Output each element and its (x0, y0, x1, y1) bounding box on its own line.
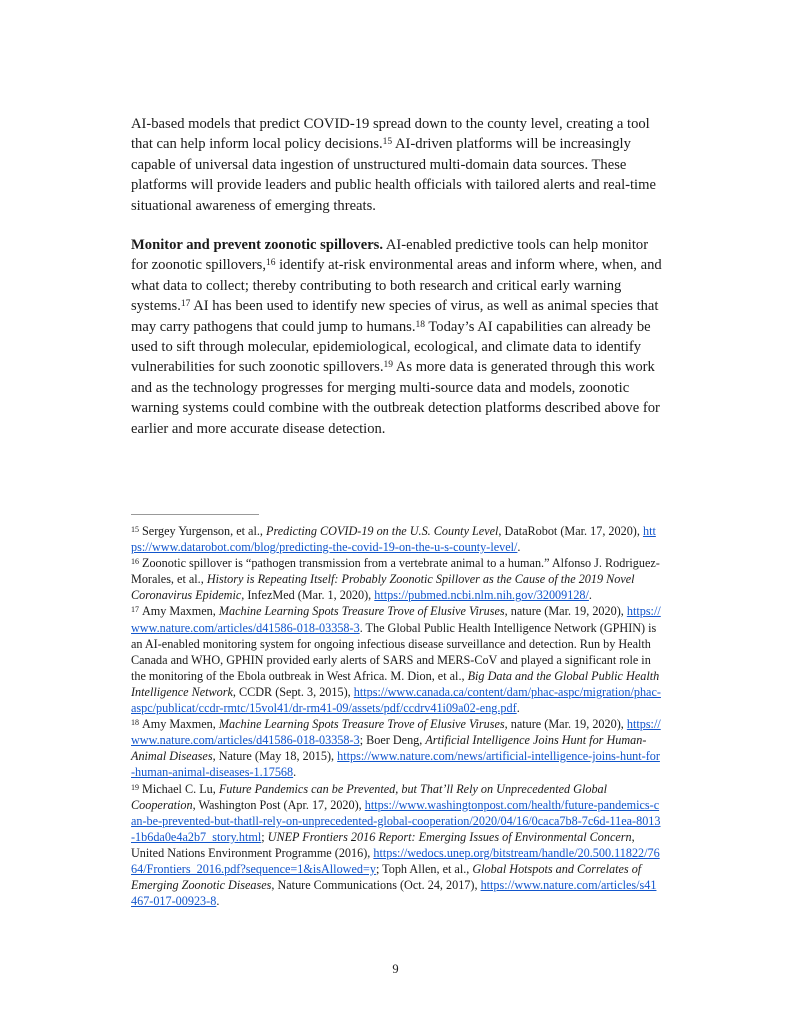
footnote-text: ; Boer Deng, (359, 733, 426, 748)
footnotes (131, 523, 661, 909)
footnote-text: , nature (Mar. 19, 2020), (504, 717, 627, 732)
cited-title: UNEP Frontiers 2016 Report: Emerging Issues of Environmental Concern (267, 829, 632, 844)
footnote-text: Michael C. Lu, (142, 781, 219, 796)
footnote-text: . (216, 894, 220, 909)
footnote-text: , CCDR (Sept. 3, 2015), (232, 684, 354, 699)
citation-link[interactable]: https://www.nature.com/news/artificial-intelligence-joins-hunt-for-human-animal-diseases-1.17568 (131, 749, 660, 780)
footnote-text: . The Global Public Health Intelligence Network (GPHIN) is an AI-enabled monitoring system for ongoing infectious disease surveillance and detection. Run by Health Canada and WHO, GPHIN provided early alerts of SARS and MERS-CoV and played a significant role in the monitoring of the Ebola outbreak in West Africa. M. Dion, et al., (131, 620, 657, 683)
footnote-number: 16 (131, 557, 139, 567)
footnote-number: 18 (131, 718, 139, 728)
cited-title: Big Data and the Global Public Health Intelligence Network (131, 668, 660, 699)
footnote-ref-17[interactable]: 17 (180, 299, 191, 310)
paragraph-text: AI-enabled predictive tools can help monitor for zoonotic spillovers, (131, 237, 649, 274)
footnote-text: ; (261, 829, 268, 844)
footnote-text: ; Toph Allen, et al., (375, 861, 473, 876)
footnote-text: . (293, 765, 297, 780)
footnote-text: , Washington Post (Apr. 17, 2020), (192, 797, 365, 812)
paragraph-text: identify at-risk environmental areas and inform where, when, and what data to collect; thereby contributing to both research and critical early warning systems. (131, 257, 662, 315)
citation-link[interactable]: https://pubmed.ncbi.nlm.nih.gov/32009128/ (374, 588, 589, 603)
body-paragraph-1 (131, 114, 666, 216)
footnote-text: Zoonotic spillover is “pathogen transmission from a vertebrate animal to a human.” Alfonso J. Rodriguez-Morales, et al., (131, 556, 660, 587)
cited-title: Machine Learning Spots Treasure Trove of Elusive Viruses (218, 604, 505, 619)
footnote-text: Amy Maxmen, (142, 717, 219, 732)
citation-link[interactable]: https://www.canada.ca/content/dam/phac-aspc/migration/phac-aspc/publicat/ccdr-rmtc/15vol41/dr-rm41-09/assets/pdf/ccdrv41i09a02-eng.pdf (131, 684, 661, 716)
cited-title: Future Pandemics can be Prevented, but That’ll Rely on Unprecedented Global Cooperation (131, 781, 608, 812)
footnote-16 (131, 555, 661, 603)
paragraph-text: As more data is generated through this work and as the technology progresses for merging multi-source data and models, zoonotic warning systems could combine with the outbreak detection platforms described above for earlier and more accurate disease detection. (131, 359, 660, 437)
cited-title: Artificial Intelligence Joins Hunt for Human-Animal Diseases (131, 733, 647, 764)
paragraph-text: AI-driven platforms will be increasingly capable of universal data ingestion of unstructured multi-domain data sources. These platforms will provide leaders and public health officials with tailored alerts and real-time situational awareness of emerging threats. (131, 136, 656, 214)
citation-link[interactable]: https://www.nature.com/articles/s41467-017-00923-8 (131, 878, 657, 909)
page-number: 9 (392, 962, 399, 976)
footnote-text: . (517, 540, 521, 555)
footnote-text: Sergey Yurgenson, et al., (142, 524, 266, 538)
footnote-text: , nature (Mar. 19, 2020), (504, 604, 627, 619)
footnote-number: 17 (131, 605, 139, 615)
footnote-19 (131, 781, 661, 910)
footnote-18 (131, 716, 661, 780)
footnote-text: , InfezMed (Mar. 1, 2020), (241, 588, 375, 603)
cited-title: Global Hotspots and Correlates of Emerging Zoonotic Diseases (131, 861, 642, 893)
paragraph-text: Today’s AI capabilities can already be used to sift through molecular, epidemiological, ecological, and climate data to identify vulnerabilities for such zoonotic spillovers. (131, 318, 651, 376)
footnote-text: . (516, 701, 520, 716)
citation-link[interactable]: https://www.washingtonpost.com/health/future-pandemics-can-be-prevented-but-thatll-rely-on-unprecedented-global-cooperation/2020/04/16/0caca7b8-7c6d-11ea-8013-1b6da0e4a2b7_story.html (131, 797, 661, 844)
footnote-divider (131, 514, 259, 515)
footnote-number: 19 (131, 782, 139, 792)
footnote-17 (131, 603, 661, 716)
citation-link[interactable]: https://www.nature.com/articles/d41586-018-03358-3 (131, 604, 661, 635)
cited-title: History is Repeating Itself: Probably Zoonotic Spillover as the Cause of the 2019 Novel Coronavirus Epidemic (131, 572, 635, 603)
section-heading: Monitor and prevent zoonotic spillovers. (131, 237, 384, 253)
footnote-ref-18[interactable]: 18 (415, 319, 426, 330)
footnote-text: Amy Maxmen, (142, 604, 219, 619)
cited-title: Machine Learning Spots Treasure Trove of Elusive Viruses (218, 717, 505, 732)
body-paragraph-2 (131, 235, 666, 439)
citation-link[interactable]: https://www.nature.com/articles/d41586-018-03358-3 (131, 717, 661, 748)
citation-link[interactable]: https://wedocs.unep.org/bitstream/handle/20.500.11822/7664/Frontiers_2016.pdf?sequence=1&isAllowed=y (131, 845, 660, 876)
paragraph-text: AI has been used to identify new species of virus, as well as animal species that may carry pathogens that could jump to humans. (131, 298, 659, 335)
footnote-text: , United Nations Environment Programme (2016), (131, 829, 635, 860)
footnote-text: , Nature Communications (Oct. 24, 2017), (271, 878, 481, 893)
paragraph-text: AI-based models that predict COVID-19 spread down to the county level, creating a tool that can help inform local policy decisions. (131, 116, 650, 153)
footnote-text: , DataRobot (Mar. 17, 2020), (498, 524, 643, 538)
footnote-number: 15 (131, 525, 139, 534)
footnote-ref-15[interactable]: 15 (382, 137, 393, 148)
footnote-text: , Nature (May 18, 2015), (212, 749, 338, 764)
footnote-15 (131, 523, 661, 555)
footnote-text: . (588, 588, 592, 603)
citation-link[interactable]: https://www.datarobot.com/blog/predicting-the-covid-19-on-the-u-s-county-level/ (131, 524, 656, 555)
footnote-ref-16[interactable]: 16 (265, 258, 276, 269)
footnote-ref-19[interactable]: 19 (383, 360, 393, 371)
cited-title: Predicting COVID-19 on the U.S. County Level (266, 524, 499, 538)
